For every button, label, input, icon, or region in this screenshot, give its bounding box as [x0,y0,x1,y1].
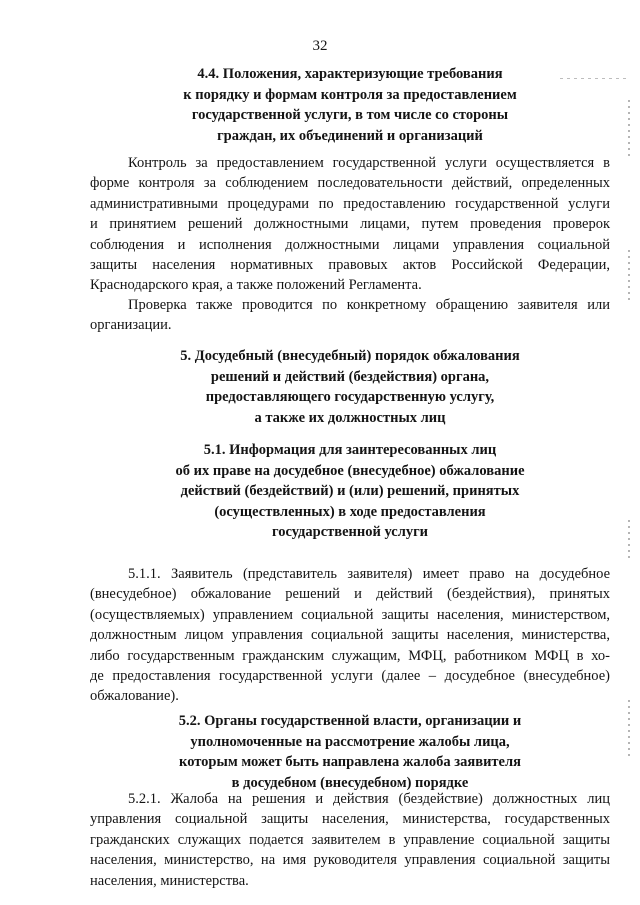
heading-line: государственной услуги [271,524,429,540]
paragraph-line: Проверка также проводится по конкретному обращению заявителя или [128,297,610,313]
paragraph-line: населения, министерство, на имя руководителя управления социальной защиты [90,852,610,869]
paragraph-line: либо государственным гражданским служащим, МФЦ, работником МФЦ в хо- [90,647,610,664]
heading-line: 5.1. Информация для заинтересованных лиц [203,442,497,458]
heading-line: (осуществленных) в ходе предоставления [214,503,486,520]
heading-line: 5.2. Органы государственной власти, организации и [178,713,522,729]
heading-line: об их праве на досудебное (внесудебное) обжалование [175,462,525,479]
paragraph-line: соблюдения и исполнения должностными лицами управления социальной [90,236,610,253]
scan-artifact [560,78,630,79]
paragraph-5-1-1 [90,564,610,707]
section-heading-5 [90,346,610,428]
paragraph-line: организации. [90,317,172,334]
paragraph-line: Краснодарского края, а также положений Регламента. [90,277,422,294]
paragraph-control [90,153,610,296]
scan-artifact [628,100,630,160]
heading-line: которым может быть направлена жалоба заявителя [179,754,521,770]
paragraph-line: форме контроля за соблюдением последовательности действий, определенных [90,175,610,192]
heading-line: а также их должностных лиц [254,409,446,426]
section-heading-5-1 [90,440,610,543]
paragraph-line: и принятием решений должностными лицами, путем проведения проверок [90,216,610,233]
paragraph-line: должностным лицом управления социальной защиты населения, министерства, [90,627,610,644]
heading-line: действий (бездействий) и (или) решений, принятых [180,483,520,499]
paragraph-line: защиты населения нормативных правовых актов Российской Федерации, [90,257,610,274]
heading-line: в досудебном (внесудебном) порядке [231,774,469,791]
heading-line: к порядку и формам контроля за предоставлением [183,86,517,103]
page-number: 32 [312,38,328,54]
paragraph-line: 5.1.1. Заявитель (представитель заявителя) имеет право на досудебное [128,566,610,582]
heading-line: государственной услуги, в том числе со стороны [191,107,509,123]
scan-artifact [628,520,630,560]
section-heading-4-4 [90,64,610,146]
paragraph-inspection [90,295,610,336]
paragraph-line: гражданских служащих подается заявителем в управление социальной защиты [90,831,610,848]
heading-line: уполномоченные на рассмотрение жалобы лица, [190,733,510,750]
paragraph-line: (внесудебное) обжалование решений и действий (бездействия), принятых [90,586,610,603]
heading-line: 4.4. Положения, характеризующие требования [197,66,503,82]
heading-line: решений и действий (бездействия) органа, [210,368,490,385]
paragraph-line: населения, министерства. [90,872,249,889]
paragraph-line: административными процедурами по предоставлению государственной услуги [90,195,610,212]
section-heading-5-2 [90,711,610,793]
heading-line: предоставляющего государственную услугу, [205,389,495,405]
paragraph-line: 5.2.1. Жалоба на решения и действия (бездействие) должностных лиц [128,791,610,807]
paragraph-line: Контроль за предоставлением государственной услуги осуществляется в [128,155,610,171]
paragraph-5-2-1 [90,789,610,891]
paragraph-line: (осуществляемых) управлением социальной защиты населения, министерством, [90,606,610,623]
paragraph-line: де предоставления государственной услуги (далее – досудебное (внесудебное) [90,668,610,685]
heading-line: 5. Досудебный (внесудебный) порядок обжалования [180,348,520,364]
scan-artifact [628,700,630,760]
paragraph-line: управления социальной защиты населения, министерства, государственных [90,811,610,828]
heading-line: граждан, их объединений и организаций [217,127,483,144]
scan-artifact [628,250,630,300]
paragraph-line: обжалование). [90,688,179,705]
